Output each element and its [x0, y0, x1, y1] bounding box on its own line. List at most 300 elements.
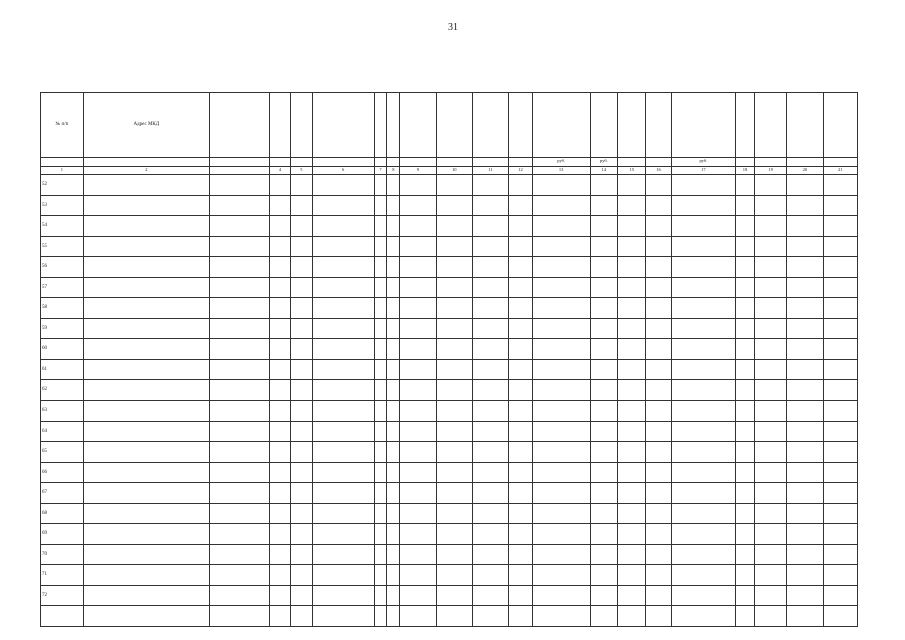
table-cell — [590, 339, 618, 360]
table-cell — [590, 462, 618, 483]
table-cell — [509, 606, 533, 627]
table-cell — [787, 565, 823, 586]
table-cell — [291, 277, 312, 298]
table-cell — [436, 380, 472, 401]
table-cell — [83, 257, 209, 278]
table-cell — [509, 544, 533, 565]
table-cell — [787, 339, 823, 360]
table-cell — [472, 544, 508, 565]
table-cell — [509, 380, 533, 401]
table-cell — [291, 421, 312, 442]
table-row — [41, 257, 858, 278]
table-cell — [532, 298, 590, 319]
table-row — [41, 544, 858, 565]
table-cell — [671, 524, 735, 545]
table-cell — [374, 606, 387, 627]
table-cell — [755, 565, 787, 586]
table-cell — [387, 277, 400, 298]
table-cell — [472, 606, 508, 627]
table-cell — [400, 318, 436, 339]
table-cell — [472, 318, 508, 339]
table-cell — [269, 421, 290, 442]
unit-rub-1: руб. — [532, 157, 590, 166]
table-cell — [269, 175, 290, 196]
table-cell — [209, 585, 269, 606]
table-cell — [374, 565, 387, 586]
table-cell — [787, 257, 823, 278]
table-cell — [590, 257, 618, 278]
table-row — [41, 503, 858, 524]
table-cell — [209, 318, 269, 339]
table-row — [41, 442, 858, 463]
table-cell — [590, 442, 618, 463]
table-cell — [269, 339, 290, 360]
table-cell — [823, 277, 857, 298]
table-cell — [472, 462, 508, 483]
table-cell — [312, 400, 374, 421]
table-cell — [509, 565, 533, 586]
table-cell — [312, 606, 374, 627]
table-cell — [735, 421, 754, 442]
table-cell — [269, 503, 290, 524]
table-cell — [400, 524, 436, 545]
table-cell — [83, 524, 209, 545]
table-cell — [618, 442, 646, 463]
table-cell — [787, 318, 823, 339]
table-cell — [209, 359, 269, 380]
table-cell — [823, 400, 857, 421]
table-cell — [671, 195, 735, 216]
row-number: 52 — [41, 175, 84, 196]
table-cell — [755, 359, 787, 380]
table-cell — [618, 606, 646, 627]
table-cell — [787, 462, 823, 483]
row-number: 68 — [41, 503, 84, 524]
table-cell — [436, 442, 472, 463]
table-cell — [472, 442, 508, 463]
table-cell — [269, 380, 290, 401]
table-cell — [269, 544, 290, 565]
table-cell — [509, 585, 533, 606]
table-cell — [823, 257, 857, 278]
table-cell — [209, 503, 269, 524]
table-cell — [387, 585, 400, 606]
table-cell — [472, 400, 508, 421]
row-number: 72 — [41, 585, 84, 606]
table-cell — [436, 359, 472, 380]
table-cell — [269, 298, 290, 319]
table-cell — [400, 298, 436, 319]
column-number: 19 — [755, 166, 787, 174]
table-cell — [671, 339, 735, 360]
table-cell — [671, 236, 735, 257]
table-cell — [532, 400, 590, 421]
table-cell — [509, 277, 533, 298]
table-cell — [735, 359, 754, 380]
table-cell — [646, 216, 672, 237]
table-cell — [312, 216, 374, 237]
table-cell — [646, 503, 672, 524]
table-row — [41, 524, 858, 545]
table-cell — [387, 380, 400, 401]
table-cell — [436, 606, 472, 627]
table-cell — [755, 421, 787, 442]
table-cell — [646, 359, 672, 380]
table-cell — [374, 195, 387, 216]
table-cell — [646, 565, 672, 586]
table-cell — [532, 195, 590, 216]
table-cell — [509, 175, 533, 196]
table-cell — [374, 585, 387, 606]
table-row — [41, 318, 858, 339]
table-cell — [374, 359, 387, 380]
column-number: 20 — [787, 166, 823, 174]
table-row — [41, 400, 858, 421]
table-cell — [509, 216, 533, 237]
table-cell — [671, 421, 735, 442]
table-cell — [735, 277, 754, 298]
table-row — [41, 216, 858, 237]
table-cell — [823, 236, 857, 257]
table-cell — [291, 544, 312, 565]
table-cell — [532, 380, 590, 401]
table-cell — [787, 236, 823, 257]
row-number: 60 — [41, 339, 84, 360]
table-cell — [509, 298, 533, 319]
table-row — [41, 565, 858, 586]
table-cell — [436, 175, 472, 196]
table-cell — [618, 400, 646, 421]
table-cell — [312, 524, 374, 545]
table-cell — [83, 359, 209, 380]
column-number: 4 — [269, 166, 290, 174]
table-cell — [532, 524, 590, 545]
table-cell — [374, 257, 387, 278]
table-cell — [532, 236, 590, 257]
table-cell — [374, 216, 387, 237]
table-cell — [387, 442, 400, 463]
table-cell — [312, 339, 374, 360]
table-cell — [618, 216, 646, 237]
table-cell — [735, 585, 754, 606]
table-cell — [291, 195, 312, 216]
table-cell — [312, 421, 374, 442]
table-cell — [209, 339, 269, 360]
table-cell — [590, 195, 618, 216]
table-cell — [590, 421, 618, 442]
table-cell — [735, 544, 754, 565]
table-cell — [590, 544, 618, 565]
table-cell — [312, 175, 374, 196]
table-cell — [755, 462, 787, 483]
table-cell — [400, 606, 436, 627]
table-cell — [646, 462, 672, 483]
table-cell — [618, 544, 646, 565]
table-cell — [291, 606, 312, 627]
table-cell — [83, 503, 209, 524]
table-cell — [269, 195, 290, 216]
table-cell — [735, 524, 754, 545]
table-cell — [374, 175, 387, 196]
table-cell — [823, 462, 857, 483]
table-cell — [755, 277, 787, 298]
page-number: 31 — [448, 22, 458, 33]
table-cell — [312, 483, 374, 504]
table-cell — [532, 318, 590, 339]
table-cell — [374, 503, 387, 524]
row-number — [41, 606, 84, 627]
table-cell — [436, 585, 472, 606]
table-cell — [618, 298, 646, 319]
table-cell — [618, 195, 646, 216]
table-cell — [646, 277, 672, 298]
table-cell — [472, 359, 508, 380]
table-row — [41, 483, 858, 504]
table-cell — [387, 565, 400, 586]
table-cell — [590, 524, 618, 545]
table-cell — [735, 318, 754, 339]
table-cell — [646, 524, 672, 545]
row-number: 58 — [41, 298, 84, 319]
table-cell — [590, 298, 618, 319]
table-cell — [209, 483, 269, 504]
table-cell — [269, 318, 290, 339]
table-cell — [823, 216, 857, 237]
table-cell — [532, 442, 590, 463]
table-cell — [436, 421, 472, 442]
table-cell — [755, 318, 787, 339]
table-cell — [823, 339, 857, 360]
table-cell — [735, 236, 754, 257]
table-cell — [436, 236, 472, 257]
table-row — [41, 277, 858, 298]
table-cell — [291, 359, 312, 380]
table-cell — [209, 442, 269, 463]
table-cell — [400, 339, 436, 360]
table-cell — [590, 585, 618, 606]
table-cell — [472, 380, 508, 401]
table-cell — [590, 483, 618, 504]
column-number: 14 — [590, 166, 618, 174]
table-cell — [472, 503, 508, 524]
table-cell — [374, 483, 387, 504]
table-cell — [823, 359, 857, 380]
table-cell — [472, 585, 508, 606]
table-cell — [312, 236, 374, 257]
table-cell — [646, 421, 672, 442]
row-number: 55 — [41, 236, 84, 257]
table-cell — [387, 462, 400, 483]
table-cell — [618, 503, 646, 524]
table-cell — [209, 380, 269, 401]
table-cell — [532, 544, 590, 565]
table-cell — [787, 524, 823, 545]
table-cell — [755, 257, 787, 278]
table-cell — [83, 585, 209, 606]
row-number: 53 — [41, 195, 84, 216]
table-cell — [671, 400, 735, 421]
table-cell — [755, 216, 787, 237]
column-number-row — [41, 166, 858, 174]
table-cell — [646, 483, 672, 504]
table-cell — [291, 339, 312, 360]
table-cell — [400, 442, 436, 463]
table-cell — [735, 483, 754, 504]
row-number: 64 — [41, 421, 84, 442]
table-cell — [209, 421, 269, 442]
table-cell — [755, 298, 787, 319]
column-number: 18 — [735, 166, 754, 174]
table-cell — [823, 524, 857, 545]
table-cell — [269, 442, 290, 463]
table-cell — [823, 544, 857, 565]
table-cell — [387, 257, 400, 278]
table-cell — [735, 298, 754, 319]
table-row — [41, 421, 858, 442]
table-cell — [755, 524, 787, 545]
table-cell — [787, 359, 823, 380]
table-cell — [618, 318, 646, 339]
table-cell — [400, 462, 436, 483]
table-cell — [83, 442, 209, 463]
table-cell — [755, 339, 787, 360]
table-cell — [436, 339, 472, 360]
table-cell — [755, 442, 787, 463]
row-number: 69 — [41, 524, 84, 545]
table-cell — [83, 236, 209, 257]
table-cell — [400, 195, 436, 216]
table-cell — [83, 421, 209, 442]
table-cell — [509, 236, 533, 257]
table-cell — [374, 400, 387, 421]
table-cell — [312, 503, 374, 524]
table-cell — [787, 400, 823, 421]
column-number: 7 — [374, 166, 387, 174]
table-cell — [472, 257, 508, 278]
table-cell — [590, 175, 618, 196]
column-number: 9 — [400, 166, 436, 174]
table-cell — [671, 175, 735, 196]
table-cell — [400, 503, 436, 524]
table-cell — [83, 565, 209, 586]
table-cell — [374, 544, 387, 565]
unit-row — [41, 157, 858, 166]
table-cell — [436, 524, 472, 545]
table-cell — [83, 175, 209, 196]
table-cell — [83, 339, 209, 360]
table-cell — [646, 195, 672, 216]
table-cell — [436, 257, 472, 278]
table-cell — [374, 277, 387, 298]
row-number: 65 — [41, 442, 84, 463]
table-cell — [618, 175, 646, 196]
table-cell — [312, 298, 374, 319]
header-address: Адрес МКД — [83, 93, 209, 158]
table-cell — [509, 359, 533, 380]
table-row — [41, 585, 858, 606]
table-cell — [509, 195, 533, 216]
table-cell — [269, 359, 290, 380]
table-cell — [671, 565, 735, 586]
table-cell — [400, 257, 436, 278]
row-number: 57 — [41, 277, 84, 298]
table-cell — [400, 277, 436, 298]
table-cell — [671, 380, 735, 401]
table-cell — [590, 503, 618, 524]
table-cell — [787, 277, 823, 298]
column-number: 8 — [387, 166, 400, 174]
register-table — [40, 92, 858, 627]
table-cell — [787, 503, 823, 524]
row-number: 67 — [41, 483, 84, 504]
table-cell — [646, 585, 672, 606]
row-number: 62 — [41, 380, 84, 401]
table-cell — [269, 277, 290, 298]
row-number: 63 — [41, 400, 84, 421]
table-cell — [646, 318, 672, 339]
table-row — [41, 380, 858, 401]
table-row — [41, 236, 858, 257]
table-row — [41, 339, 858, 360]
table-cell — [618, 339, 646, 360]
table-cell — [823, 503, 857, 524]
table-cell — [312, 544, 374, 565]
table-cell — [823, 442, 857, 463]
table-cell — [269, 585, 290, 606]
table-cell — [387, 318, 400, 339]
table-cell — [83, 216, 209, 237]
table-cell — [646, 606, 672, 627]
table-cell — [374, 524, 387, 545]
table-cell — [387, 503, 400, 524]
row-number: 59 — [41, 318, 84, 339]
table-cell — [291, 257, 312, 278]
table-cell — [436, 503, 472, 524]
table-cell — [590, 565, 618, 586]
table-cell — [269, 462, 290, 483]
table-cell — [312, 585, 374, 606]
table-cell — [472, 277, 508, 298]
table-cell — [590, 236, 618, 257]
row-number: 66 — [41, 462, 84, 483]
table-cell — [472, 216, 508, 237]
table-cell — [618, 421, 646, 442]
table-cell — [400, 175, 436, 196]
table-cell — [646, 298, 672, 319]
table-cell — [646, 442, 672, 463]
table-row — [41, 359, 858, 380]
table-cell — [83, 195, 209, 216]
column-number: 15 — [618, 166, 646, 174]
table-cell — [590, 216, 618, 237]
table-cell — [671, 585, 735, 606]
table-cell — [209, 216, 269, 237]
table-cell — [755, 585, 787, 606]
table-cell — [291, 380, 312, 401]
table-cell — [209, 565, 269, 586]
table-cell — [291, 483, 312, 504]
table-cell — [787, 544, 823, 565]
table-cell — [291, 175, 312, 196]
table-cell — [472, 195, 508, 216]
column-number: 6 — [312, 166, 374, 174]
table-cell — [291, 216, 312, 237]
unit-rub-2: руб. — [590, 157, 618, 166]
table-cell — [823, 606, 857, 627]
table-cell — [787, 585, 823, 606]
table-cell — [387, 298, 400, 319]
column-number: 5 — [291, 166, 312, 174]
